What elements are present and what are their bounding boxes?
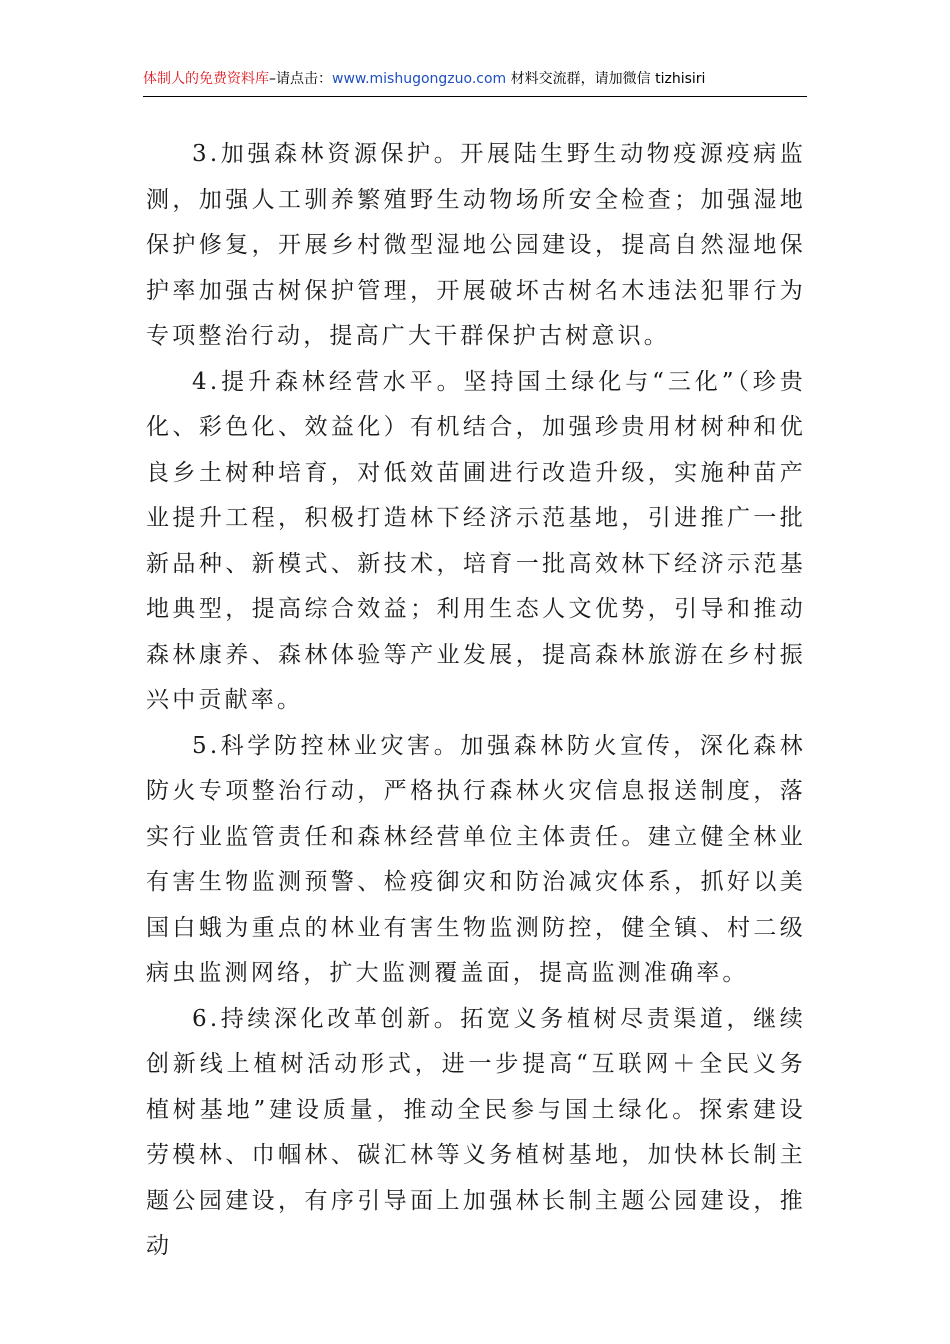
header-brand: 体制人的免费资料库: [143, 71, 269, 87]
page-header: [143, 66, 807, 97]
paragraph-6: 6.持续深化改革创新。拓宽义务植树尽责渠道，继续创新线上植树活动形式，进一步提高“互联网＋全民义务植树基地”建设质量，推动全民参与国土绿化。探索建设劳模林、巾帼林、碳汇林等义务植树基地，加快林长制主题公园建设，有序引导面上加强林长制主题公园建设，推动: [146, 1005, 806, 1259]
paragraph-5: 5.科学防控林业灾害。加强森林防火宣传，深化森林防火专项整治行动，严格执行森林火灾信息报送制度，落实行业监管责任和森林经营单位主体责任。建立健全林业有害生物监测预警、检疫御灾和防治减灾体系，抓好以美国白蛾为重点的林业有害生物监测防控，健全镇、村二级病虫监测网络，扩大监测覆盖面，提高监测准确率。: [146, 732, 806, 986]
document-body: [146, 132, 806, 1270]
header-prompt: –请点击：: [269, 71, 332, 87]
paragraph-3: 3.加强森林资源保护。开展陆生野生动物疫源疫病监测，加强人工驯养繁殖野生动物场所安全检查；加强湿地保护修复，开展乡村微型湿地公园建设，提高自然湿地保护率加强古树保护管理，开展破坏古树名木违法犯罪行为专项整治行动，提高广大干群保护古树意识。: [146, 141, 806, 349]
header-tail: 材料交流群，请加微信 tizhisiri: [506, 71, 706, 87]
header-url-link[interactable]: www.mishugongzuo.com: [332, 71, 507, 87]
paragraph-4: 4.提升森林经营水平。坚持国土绿化与“三化”（珍贵化、彩色化、效益化）有机结合，加强珍贵用材树种和优良乡土树种培育，对低效苗圃进行改造升级，实施种苗产业提升工程，积极打造林下经济示范基地，引进推广一批新品种、新模式、新技术，培育一批高效林下经济示范基地典型，提高综合效益；利用生态人文优势，引导和推动森林康养、森林体验等产业发展，提高森林旅游在乡村振兴中贡献率。: [146, 368, 806, 713]
